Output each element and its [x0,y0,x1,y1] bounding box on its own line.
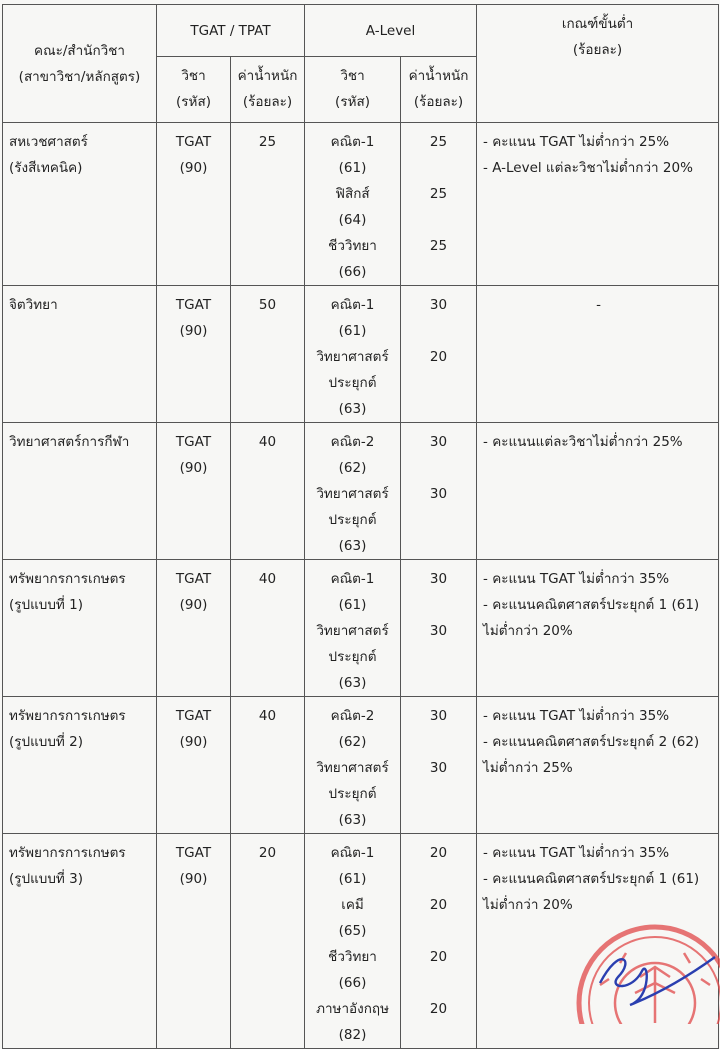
alevel-subject-cell [305,560,401,697]
faculty-name: (รูปแบบที่ 3) [9,871,83,887]
alevel-weight-cell [401,423,477,560]
alevel-subject: ชีววิทยา [328,949,377,965]
alevel-weight: 30 [429,708,448,724]
tgat-weight-cell [231,697,305,834]
spacer [401,866,476,892]
alevel-weight-cell [401,697,477,834]
alevel-weight: 30 [429,760,448,776]
faculty-cell [3,560,157,697]
alevel-subject: (66) [338,264,367,280]
alevel-weight: 20 [429,845,448,861]
alevel-subject: คณิต-1 [330,297,375,313]
alevel-subject: ภาษาอังกฤษ [316,1001,389,1017]
tgat-subject: TGAT [175,845,212,861]
spacer [401,259,476,285]
alevel-subject: (63) [338,812,367,828]
criteria-line: - คะแนนแต่ละวิชาไม่ต่ำกว่า 25% [483,434,683,450]
faculty-cell [3,834,157,1049]
alevel-subject: (66) [338,975,367,991]
tgat-subject: (90) [179,460,208,476]
faculty-name: วิทยาศาสตร์การกีฬา [9,434,130,450]
alevel-subject: คณิต-2 [330,434,375,450]
faculty-name: (รูปแบบที่ 1) [9,597,83,613]
tgat-weight: 50 [258,297,277,313]
spacer [401,670,476,696]
official-seal-icon [560,905,720,1024]
spacer [401,207,476,233]
alevel-weight: 25 [429,134,448,150]
alevel-subject: คณิต-1 [330,571,375,587]
alevel-weight: 20 [429,349,448,365]
criteria-line: ไม่ต่ำกว่า 20% [483,623,573,639]
criteria-line: - คะแนน TGAT ไม่ต่ำกว่า 35% [483,571,670,587]
spacer [401,1022,476,1048]
tgat-weight: 40 [258,708,277,724]
criteria-line: - คะแนนคณิตศาสตร์ประยุกต์ 2 (62) [483,734,700,750]
faculty-name: ทรัพยากรการเกษตร [9,571,126,587]
spacer [401,807,476,833]
alevel-subject-cell [305,286,401,423]
tgat-weight: 40 [258,434,277,450]
tgat-subject-cell [157,834,231,1049]
tgat-weight: 25 [258,134,277,150]
alevel-weight-cell [401,834,477,1049]
alevel-weight: 20 [429,897,448,913]
tgat-subject-cell [157,123,231,286]
spacer [401,644,476,670]
alevel-weight-cell [401,560,477,697]
tgat-subject-cell [157,423,231,560]
alevel-subject: (61) [338,323,367,339]
faculty-header: คณะ/สำนักวิชา (สาขาวิชา/หลักสูตร) [3,5,157,123]
alevel-subject: (64) [338,212,367,228]
tgat-subject: TGAT [175,297,212,313]
tgat-weight-cell [231,123,305,286]
alevel-subject: (82) [338,1027,367,1043]
alevel-weight: 30 [429,434,448,450]
spacer [401,533,476,559]
criteria-line: - คะแนนคณิตศาสตร์ประยุกต์ 1 (61) [483,597,700,613]
criteria-cell [477,697,719,834]
criteria-cell [477,560,719,697]
tgat-subject-cell [157,697,231,834]
tgat-weight: 40 [258,571,277,587]
tgat-subject: TGAT [175,434,212,450]
alevel-weight-cell [401,123,477,286]
header-row-top [3,5,719,57]
alevel-subject: ชีววิทยา [328,238,377,254]
tgat-subject: TGAT [175,571,212,587]
alevel-subject-cell [305,834,401,1049]
alevel-subject-header: วิชา (รหัส) [305,57,401,123]
faculty-name: สหเวชศาสตร์ [9,134,88,150]
alevel-subject: (63) [338,538,367,554]
alevel-subject: (62) [338,460,367,476]
faculty-name: (รังสีเทคนิค) [9,160,83,176]
alevel-weight: 25 [429,186,448,202]
faculty-name: จิตวิทยา [9,297,58,313]
tgat-subject: (90) [179,734,208,750]
tgat-weight-cell [231,834,305,1049]
table-row [3,423,719,560]
tgat-subject: TGAT [175,134,212,150]
spacer [401,396,476,422]
alevel-subject-cell [305,123,401,286]
tgat-subject: (90) [179,323,208,339]
tgat-subject: (90) [179,597,208,613]
faculty-cell [3,697,157,834]
table-row [3,286,719,423]
alevel-subject: (65) [338,923,367,939]
alevel-group-header: A-Level [305,5,477,57]
alevel-subject: (63) [338,675,367,691]
alevel-weight: 30 [429,486,448,502]
spacer [401,592,476,618]
criteria-cell [477,286,719,423]
alevel-subject: (61) [338,597,367,613]
criteria-line: ไม่ต่ำกว่า 25% [483,760,573,776]
alevel-subject: (61) [338,871,367,887]
alevel-subject: วิทยาศาสตร์ [316,760,389,776]
tgat-group-header: TGAT / TPAT [157,5,305,57]
alevel-subject-cell [305,423,401,560]
alevel-subject-cell [305,697,401,834]
faculty-name: ทรัพยากรการเกษตร [9,708,126,724]
alevel-subject: ประยุกต์ [328,375,377,391]
tgat-weight: 20 [258,845,277,861]
tgat-subject-cell [157,560,231,697]
criteria-line: - [596,297,601,313]
alevel-subject: คณิต-2 [330,708,375,724]
alevel-weight-header: ค่าน้ำหนัก (ร้อยละ) [401,57,477,123]
alevel-subject: ประยุกต์ [328,649,377,665]
criteria-line: - A-Level แต่ละวิชาไม่ต่ำกว่า 20% [483,160,693,176]
faculty-cell [3,286,157,423]
tgat-weight-cell [231,560,305,697]
tgat-subject: (90) [179,871,208,887]
tgat-weight-cell [231,423,305,560]
spacer [401,318,476,344]
criteria-line: - คะแนน TGAT ไม่ต่ำกว่า 35% [483,708,670,724]
tgat-subject: TGAT [175,708,212,724]
spacer [401,455,476,481]
faculty-cell [3,423,157,560]
spacer [401,507,476,533]
alevel-weight: 20 [429,1001,448,1017]
table-row [3,123,719,286]
tgat-weight-header: ค่าน้ำหนัก (ร้อยละ) [231,57,305,123]
alevel-weight: 20 [429,949,448,965]
criteria-header: เกณฑ์ขั้นต่ำ (ร้อยละ) [477,5,719,123]
alevel-subject: (62) [338,734,367,750]
criteria-line: - คะแนน TGAT ไม่ต่ำกว่า 35% [483,845,670,861]
alevel-subject: เคมี [341,897,364,913]
table-row [3,697,719,834]
tgat-weight-cell [231,286,305,423]
alevel-weight: 30 [429,623,448,639]
table-row [3,560,719,697]
alevel-weight: 30 [429,297,448,313]
admission-criteria-table [2,4,719,1049]
spacer [401,729,476,755]
alevel-subject: วิทยาศาสตร์ [316,623,389,639]
faculty-name: ทรัพยากรการเกษตร [9,845,126,861]
alevel-subject: ฟิสิกส์ [335,186,370,202]
criteria-line: ไม่ต่ำกว่า 20% [483,897,573,913]
alevel-subject: วิทยาศาสตร์ [316,486,389,502]
spacer [401,370,476,396]
spacer [401,918,476,944]
faculty-name: (รูปแบบที่ 2) [9,734,83,750]
alevel-weight-cell [401,286,477,423]
alevel-subject: วิทยาศาสตร์ [316,349,389,365]
criteria-cell [477,423,719,560]
alevel-subject: (61) [338,160,367,176]
criteria-line: - คะแนนคณิตศาสตร์ประยุกต์ 1 (61) [483,871,700,887]
spacer [401,155,476,181]
spacer [401,781,476,807]
alevel-subject: (63) [338,401,367,417]
criteria-line: - คะแนน TGAT ไม่ต่ำกว่า 25% [483,134,670,150]
alevel-subject: ประยุกต์ [328,786,377,802]
alevel-weight: 30 [429,571,448,587]
tgat-subject: (90) [179,160,208,176]
spacer [401,970,476,996]
tgat-subject-header: วิชา (รหัส) [157,57,231,123]
alevel-weight: 25 [429,238,448,254]
alevel-subject: คณิต-1 [330,845,375,861]
tgat-subject-cell [157,286,231,423]
alevel-subject: ประยุกต์ [328,512,377,528]
faculty-cell [3,123,157,286]
criteria-cell [477,123,719,286]
alevel-subject: คณิต-1 [330,134,375,150]
